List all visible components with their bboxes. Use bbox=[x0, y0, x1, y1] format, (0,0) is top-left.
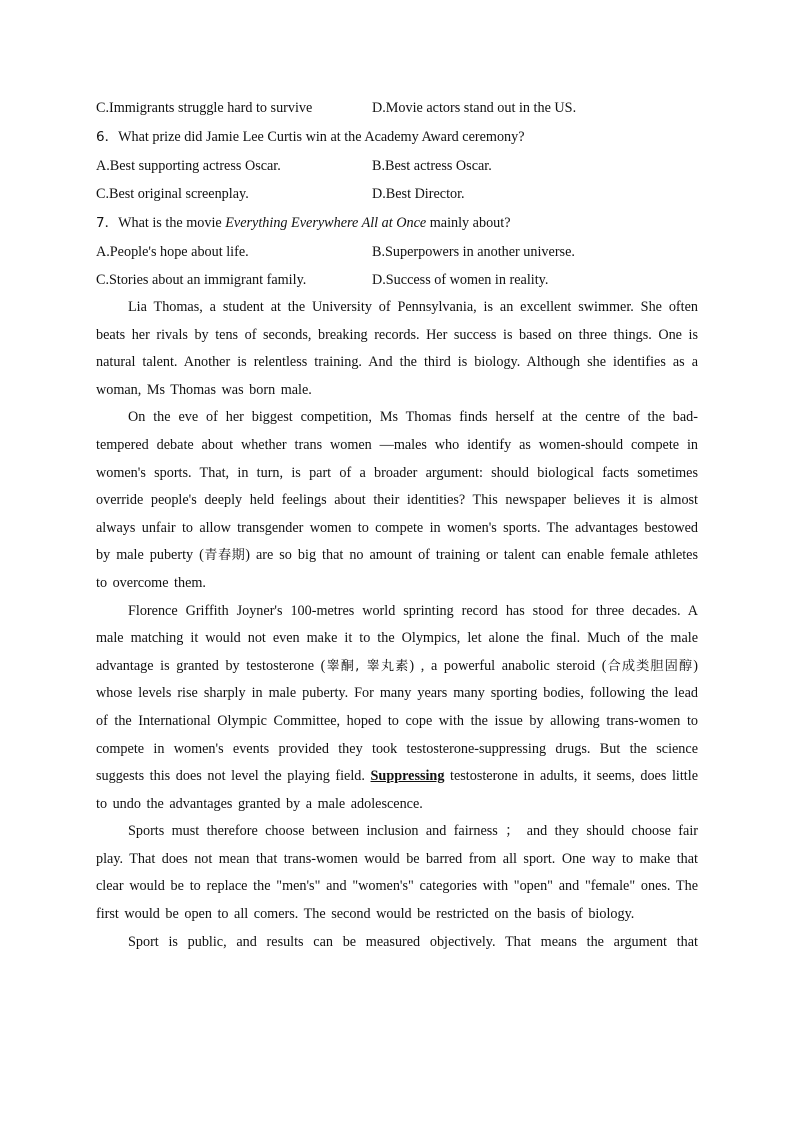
q6-option-a[interactable]: A.Best supporting actress Oscar. bbox=[96, 158, 281, 174]
question-7 bbox=[96, 208, 698, 238]
question-6-number: 6． bbox=[96, 129, 119, 145]
q7-option-d[interactable]: D.Success of women in reality. bbox=[372, 272, 549, 288]
q7-option-c[interactable]: C.Stories about an immigrant family. bbox=[96, 272, 307, 288]
underlined-word-suppressing: Suppressing bbox=[370, 768, 445, 785]
chinese-gloss-testosterone: 睾酮, 睾丸素 bbox=[325, 658, 410, 674]
chinese-gloss-steroid: 合成类胆固醇 bbox=[606, 658, 694, 674]
document-page bbox=[96, 94, 698, 956]
q5-options-row-2 bbox=[96, 94, 698, 122]
passage-paragraph-1: Lia Thomas, a student at the University of Pennsylvania, is an excellent swimmer. She often beats her rivals by tens of seconds, breaking records. Her success is based on three things. One is natural talent. Another is relentless training. And the third is biology. Although she identifies as a woman, Ms Thomas was born male. bbox=[96, 299, 698, 398]
q5-option-c[interactable]: C.Immigrants struggle hard to survive bbox=[96, 100, 313, 116]
q5-option-d[interactable]: D.Movie actors stand out in the US. bbox=[372, 100, 577, 116]
q6-option-d[interactable]: D.Best Director. bbox=[372, 186, 465, 202]
q6-option-b[interactable]: B.Best actress Oscar. bbox=[372, 158, 492, 174]
question-7-number: 7． bbox=[96, 215, 119, 231]
q7-option-b[interactable]: B.Superpowers in another universe. bbox=[372, 244, 575, 260]
q7-options-row-2 bbox=[96, 266, 698, 294]
question-6 bbox=[96, 122, 698, 152]
q6-option-c[interactable]: C.Best original screenplay. bbox=[96, 186, 249, 202]
question-6-text: What prize did Jamie Lee Curtis win at the Academy Award ceremony? bbox=[118, 129, 525, 145]
q6-options-row-2 bbox=[96, 180, 698, 208]
question-7-text-post: mainly about? bbox=[426, 215, 511, 231]
passage-paragraph-4: Sports must therefore choose between inclusion and fairness ； and they should choose fair play. That does not mean that trans-women would be barred from all sport. One way to make that clear would be to replace the "men's" and "women's" categories with "open" and "female" ones. The first would be open to all comers. The second would be restricted on the basis of biology. bbox=[96, 823, 698, 923]
movie-title: Everything Everywhere All at Once bbox=[225, 215, 427, 231]
chinese-gloss-puberty: 青春期 bbox=[203, 548, 246, 564]
q7-option-a[interactable]: A.People's hope about life. bbox=[96, 244, 249, 260]
q6-options-row-1 bbox=[96, 152, 698, 180]
passage-paragraph-5: Sport is public, and results can be measured objectively. That means the argument that bbox=[128, 933, 698, 950]
q7-options-row-1 bbox=[96, 238, 698, 266]
passage-paragraph-3: Florence Griffith Joyner's 100-metres world sprinting record has stood for three decades. A male matching it would not even make it to the Olympics, let alone the final. Much of the male advantage is granted by testosterone (睾酮, 睾丸素) , a powerful anabolic steroid (合成类胆固醇) whose levels rise sharply in male puberty. For many years many sporting bodies, following the lead of the International Olympic Committee, hoped to cope with the issue by allowing trans-women to compete in women's events provided they took testosterone-suppressing drugs. But the science suggests this does not level the playing field. Suppressing testosterone in adults, it seems, does little to undo the advantages granted by a male adolescence. bbox=[96, 602, 698, 812]
passage-paragraph-2: On the eve of her biggest competition, Ms Thomas finds herself at the centre of the bad-tempered debate about whether trans women —males who identify as women-should compete in women's sports. That, in turn, is part of a broader argument: should biological facts sometimes override people's deeply held feelings about their identities? This newspaper believes it is almost always unfair to allow transgender women to compete in women's sports. The advantages bestowed by male puberty (青春期) are so big that no amount of training or talent can enable female athletes to overcome them. bbox=[96, 409, 699, 591]
question-7-text-pre: What is the movie bbox=[118, 215, 226, 231]
